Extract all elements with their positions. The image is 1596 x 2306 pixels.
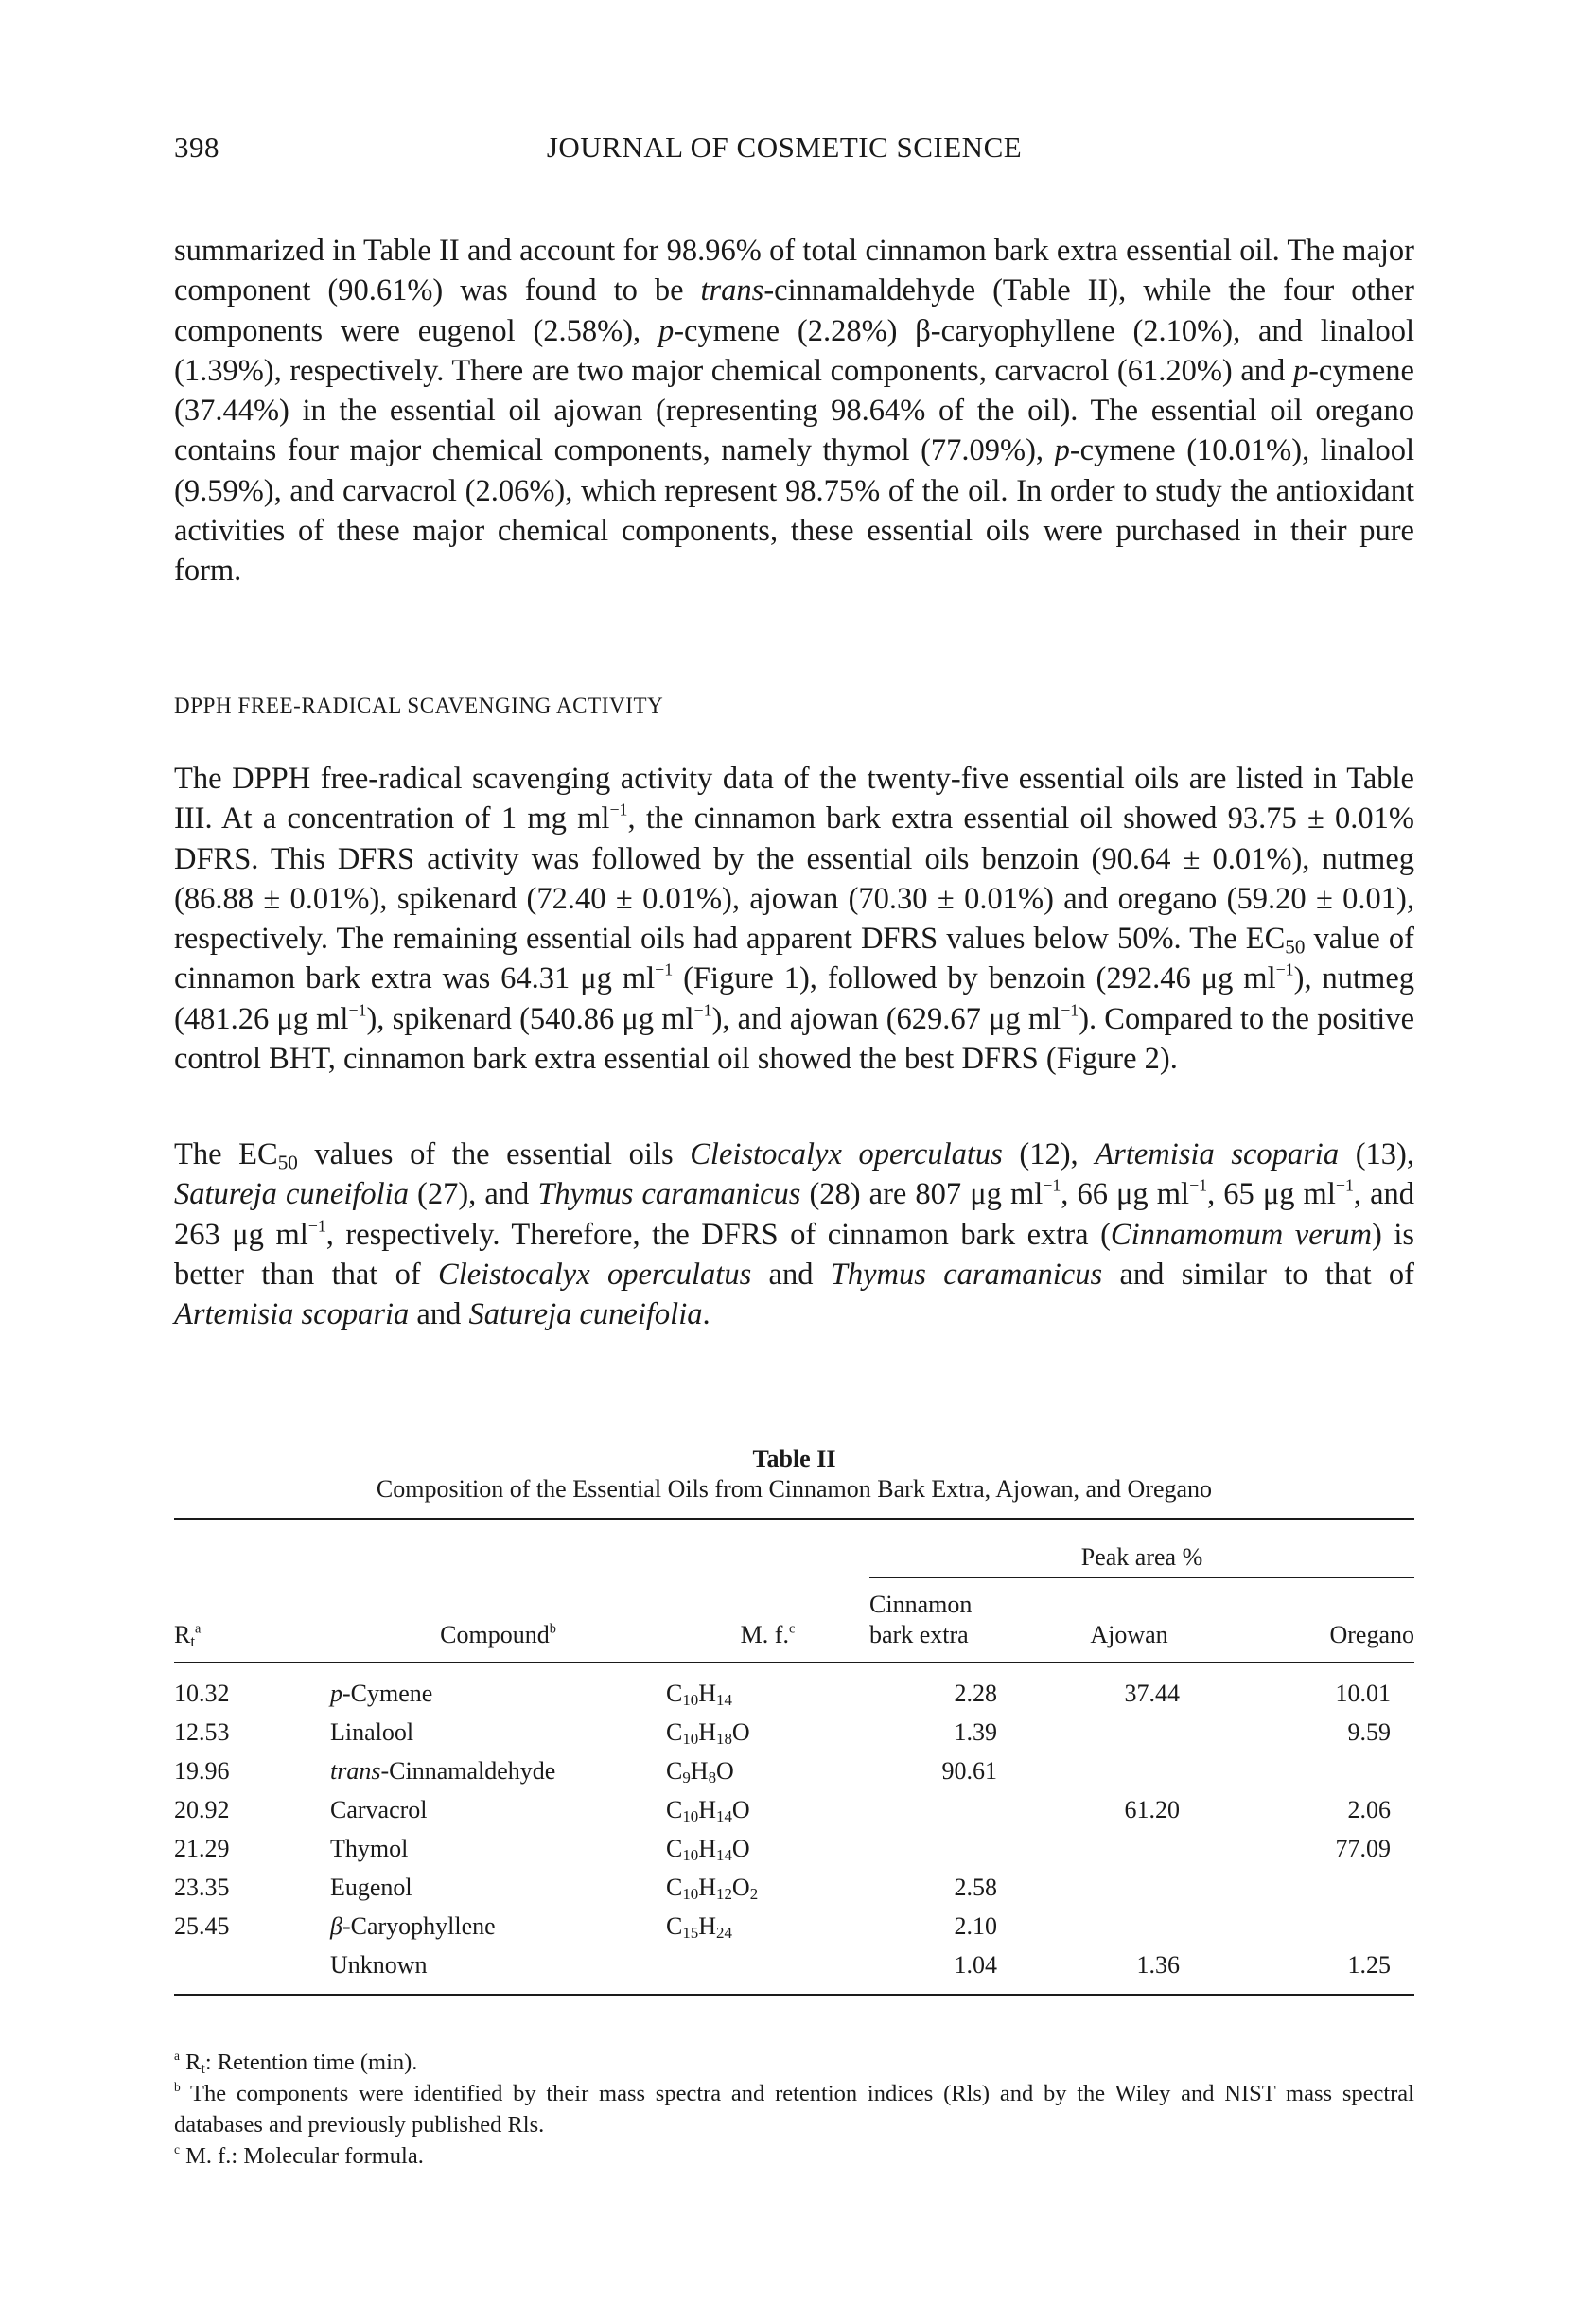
cell-compound: Eugenol [330, 1873, 412, 1901]
cell-oregano [1211, 1868, 1414, 1907]
col-header-mf: M. f.$^c$ [666, 1578, 869, 1663]
cell-rt: 19.96 [174, 1756, 230, 1785]
cell-formula: $C_{10}H_{12}O_2$ [666, 1873, 759, 1903]
table-ii [174, 1444, 1414, 1996]
col-header-cinnamon: Cinnamon bark extra [869, 1578, 1047, 1663]
cell-oregano [1211, 1907, 1414, 1945]
cell-cinnamon: 2.10 [954, 1911, 997, 1940]
cell-rt: 10.32 [174, 1679, 230, 1707]
table-row [174, 1945, 1414, 1995]
cell-cinnamon [869, 1790, 1047, 1829]
cell-ajowan: 61.20 [1124, 1795, 1180, 1823]
cell-rt: 23.35 [174, 1873, 230, 1901]
cell-cinnamon: 90.61 [941, 1756, 997, 1785]
col-header-rt: $R_t^a$ [174, 1578, 330, 1663]
cell-oregano [1211, 1752, 1414, 1790]
table-row [174, 1752, 1414, 1790]
col-header-compound: Compound$^b$ [330, 1578, 666, 1663]
col-header-oregano: Oregano [1211, 1578, 1414, 1663]
cell-compound: Linalool [330, 1717, 414, 1746]
journal-title: JOURNAL OF COSMETIC SCIENCE [546, 131, 1023, 164]
table-caption: Composition of the Essential Oils from Cinnamon Bark Extra, Ajowan, and Oregano [376, 1475, 1213, 1503]
cell-compound: trans-Cinnamaldehyde [330, 1756, 556, 1785]
cell-compound: p-Cymene [330, 1679, 433, 1707]
table-body [174, 1663, 1414, 1996]
peak-area-header: Peak area % [869, 1519, 1414, 1578]
cell-formula: $C_{10}H_{14}O$ [666, 1834, 750, 1864]
cell-ajowan [1047, 1829, 1211, 1868]
cell-formula: $C_{10}H_{14}O$ [666, 1795, 750, 1825]
composition-table [174, 1518, 1414, 1996]
cell-rt: 21.29 [174, 1834, 230, 1862]
table-row [174, 1790, 1414, 1829]
cell-compound: Thymol [330, 1834, 409, 1862]
table-footnotes [174, 2047, 1414, 2172]
cell-cinnamon: 2.28 [954, 1679, 997, 1707]
cell-ajowan: 1.36 [1136, 1950, 1180, 1979]
table-row [174, 1907, 1414, 1945]
cell-rt [174, 1945, 330, 1995]
cell-ajowan [1047, 1752, 1211, 1790]
table-row [174, 1713, 1414, 1752]
cell-formula: $C_{10}H_{18}O$ [666, 1717, 750, 1748]
cell-cinnamon: 2.58 [954, 1873, 997, 1901]
cell-formula: $C_9H_8O$ [666, 1756, 734, 1787]
table-row [174, 1829, 1414, 1868]
cell-ajowan [1047, 1868, 1211, 1907]
cell-oregano: 2.06 [1347, 1795, 1391, 1823]
cell-ajowan: 37.44 [1124, 1679, 1180, 1707]
table-row [174, 1663, 1414, 1714]
table-label: Table II [752, 1445, 836, 1472]
cell-rt: 20.92 [174, 1795, 230, 1823]
cell-formula: $C_{15}H_{24}$ [666, 1911, 732, 1942]
cell-formula: $C_{10}H_{14}$ [666, 1679, 732, 1709]
cell-compound: Unknown [330, 1950, 428, 1979]
section-heading-dpph: DPPH FREE-RADICAL SCAVENGING ACTIVITY [174, 694, 664, 717]
cell-oregano: 9.59 [1347, 1717, 1391, 1746]
cell-oregano: 10.01 [1335, 1679, 1391, 1707]
cell-rt: 12.53 [174, 1717, 230, 1746]
footnote-b: $^b$ The components were identified by their mass spectra and retention indices (Rls) and by the Wiley and NIST mass spectral databases and previously published Rls. [174, 2079, 1414, 2138]
cell-cinnamon: 1.04 [954, 1950, 997, 1979]
paragraph-ec50-comparison: The $EC_{50}$ values of the essential oils Cleistocalyx operculatus (12), Artemisia scoparia (13), Satureja cuneifolia (27), and Thymus caramanicus (28) are 807 μg $ml^{-1}$, 66 μg $ml^{-1}$, 65 μg $ml^{-1}$, and 263 μg $ml^{-1}$, respectively. Therefore, the DFRS of cinnamon bark extra (Cinnamomum verum) is better than that of Cleistocalyx operculatus and Thymus caramanicus and similar to that of Artemisia scoparia and Satureja cuneifolia. [174, 1137, 1415, 1332]
cell-cinnamon [869, 1829, 1047, 1868]
col-header-ajowan: Ajowan [1047, 1578, 1211, 1663]
cell-ajowan [1047, 1713, 1211, 1752]
cell-oregano: 77.09 [1335, 1834, 1391, 1862]
page-number: 398 [174, 131, 219, 164]
cell-formula [666, 1945, 869, 1995]
paragraph-dpph-results: The DPPH free-radical scavenging activity data of the twenty-five essential oils are listed in Table III. At a concentration of 1 mg $ml^{-1}$, the cinnamon bark extra essential oil showed 93.75 ± 0.01% DFRS. This DFRS activity was followed by the essential oils benzoin (90.64 ± 0.01%), nutmeg (86.88 ± 0.01%), spikenard (72.40 ± 0.01%), ajowan (70.30 ± 0.01%) and oregano (59.20 ± 0.01), respectively. The remaining essential oils had apparent DFRS values below 50%. The $EC_{50}$ value of cinnamon bark extra was 64.31 μg $ml^{-1}$ (Figure 1), followed by benzoin (292.46 μg $ml^{-1}$), nutmeg (481.26 μg $ml^{-1}$), spikenard (540.86 μg $ml^{-1}$), and ajowan (629.67 μg $ml^{-1}$). Compared to the positive control BHT, cinnamon bark extra essential oil showed the best DFRS (Figure 2). [174, 762, 1415, 1077]
cell-compound: Carvacrol [330, 1795, 428, 1823]
footnote-c: $^c$ M. f.: Molecular formula. [174, 2141, 424, 2169]
page-header [174, 131, 1394, 172]
footnote-a: $^a$ $R_t$: Retention time (min). [174, 2048, 418, 2077]
cell-ajowan [1047, 1907, 1211, 1945]
table-row [174, 1868, 1414, 1907]
paragraph-composition-summary: summarized in Table II and account for 98.96% of total cinnamon bark extra essential oil. The major component (90.61%) was found to be trans-cinnamaldehyde (Table II), while the four other components were eugenol (2.58%), p-cymene (2.28%) β-caryophyllene (2.10%), and linalool (1.39%), respectively. There are two major chemical components, carvacrol (61.20%) and p-cymene (37.44%) in the essential oil ajowan (representing 98.64% of the oil). The essential oil oregano contains four major chemical components, namely thymol (77.09%), p-cymene (10.01%), linalool (9.59%), and carvacrol (2.06%), which represent 98.75% of the oil. In order to study the antioxidant activities of these major chemical components, these essential oils were purchased in their pure form. [174, 234, 1414, 589]
cell-cinnamon: 1.39 [954, 1717, 997, 1746]
cell-oregano: 1.25 [1347, 1950, 1391, 1979]
cell-rt: 25.45 [174, 1911, 230, 1940]
cell-compound: β-Caryophyllene [330, 1911, 496, 1940]
